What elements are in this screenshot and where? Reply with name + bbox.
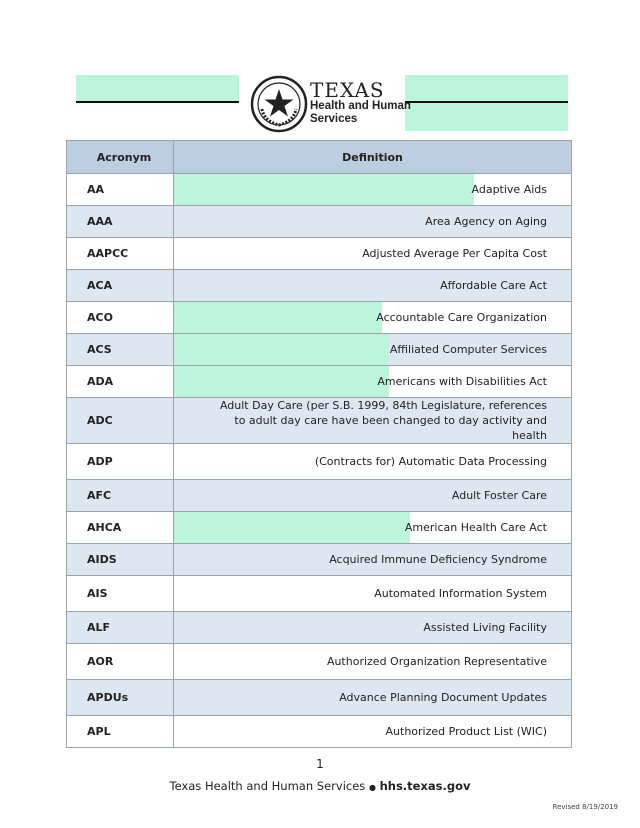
definition-text: American Health Care Act — [404, 521, 547, 534]
header-definition: Definition — [174, 141, 572, 174]
definition-cell: Automated Information System — [174, 576, 572, 612]
revised-date: Revised 8/19/2019 — [552, 803, 618, 811]
table-row — [67, 270, 572, 302]
definition-text: Americans with Disabilities Act — [377, 375, 547, 388]
highlight — [174, 302, 382, 333]
table-row — [67, 512, 572, 544]
definition-cell: Authorized Organization Representative — [174, 644, 572, 680]
logo-line2: Health and Human — [310, 100, 411, 112]
acronym-cell: AHCA — [67, 512, 174, 544]
definition-cell: Adult Foster Care — [174, 480, 572, 512]
table-row — [67, 544, 572, 576]
highlight — [174, 174, 474, 205]
acronym-cell: AIS — [67, 576, 174, 612]
definition-text: Adaptive Aids — [471, 183, 547, 196]
table-row — [67, 334, 572, 366]
table-row — [67, 206, 572, 238]
logo-word: TEXAS — [310, 78, 385, 102]
definition-cell: Adult Day Care (per S.B. 1999, 84th Legislature, references to adult day care have been changed to day activity and health — [174, 398, 572, 444]
header-highlight-left — [76, 75, 239, 102]
acronym-cell: APL — [67, 716, 174, 748]
agency-logo-text — [310, 80, 411, 126]
table-row — [67, 576, 572, 612]
definition-cell: Advance Planning Document Updates — [174, 680, 572, 716]
acronym-cell: AFC — [67, 480, 174, 512]
table-row — [67, 302, 572, 334]
acronym-table — [66, 140, 572, 748]
acronym-cell: ADP — [67, 444, 174, 480]
acronym-cell: AAA — [67, 206, 174, 238]
table-row — [67, 398, 572, 444]
definition-cell: Authorized Product List (WIC) — [174, 716, 572, 748]
table-row — [67, 366, 572, 398]
table-row — [67, 238, 572, 270]
definition-cell: Area Agency on Aging — [174, 206, 572, 238]
page-number: 1 — [316, 757, 324, 771]
definition-cell — [174, 512, 572, 544]
footer-url[interactable]: hhs.texas.gov — [379, 779, 471, 793]
highlight — [174, 512, 410, 543]
acronym-cell: ADA — [67, 366, 174, 398]
acronym-cell: AIDS — [67, 544, 174, 576]
footer-org: Texas Health and Human Services — [169, 779, 366, 793]
table-row — [67, 444, 572, 480]
definition-text: Accountable Care Organization — [376, 311, 547, 324]
table-row — [67, 174, 572, 206]
footer-bullet: ● — [368, 783, 376, 792]
definition-cell: Adjusted Average Per Capita Cost — [174, 238, 572, 270]
acronym-cell: AAPCC — [67, 238, 174, 270]
definition-text: Affiliated Computer Services — [389, 343, 547, 356]
definition-cell — [174, 302, 572, 334]
highlight — [174, 366, 389, 397]
acronym-cell: AOR — [67, 644, 174, 680]
header-rule-right — [405, 101, 568, 103]
acronym-cell: ACO — [67, 302, 174, 334]
definition-cell — [174, 366, 572, 398]
definition-cell — [174, 174, 572, 206]
table-row — [67, 680, 572, 716]
header-rule-left — [76, 101, 239, 103]
table-row — [67, 480, 572, 512]
header-acronym: Acronym — [67, 141, 174, 174]
page-footer — [0, 779, 640, 793]
highlight — [174, 334, 389, 365]
definition-cell: Affordable Care Act — [174, 270, 572, 302]
table-row — [67, 612, 572, 644]
acronym-cell: AA — [67, 174, 174, 206]
logo-line3: Services — [310, 113, 358, 125]
table-header-row — [67, 141, 572, 174]
acronym-cell: APDUs — [67, 680, 174, 716]
table-row — [67, 644, 572, 680]
acronym-cell: ALF — [67, 612, 174, 644]
header-highlight-right — [405, 75, 568, 131]
acronym-cell: ADC — [67, 398, 174, 444]
definition-cell: (Contracts for) Automatic Data Processing — [174, 444, 572, 480]
acronym-cell: ACA — [67, 270, 174, 302]
definition-cell — [174, 334, 572, 366]
definition-cell: Acquired Immune Deficiency Syndrome — [174, 544, 572, 576]
acronym-cell: ACS — [67, 334, 174, 366]
definition-cell: Assisted Living Facility — [174, 612, 572, 644]
table-row — [67, 716, 572, 748]
texas-seal-icon — [250, 75, 310, 133]
